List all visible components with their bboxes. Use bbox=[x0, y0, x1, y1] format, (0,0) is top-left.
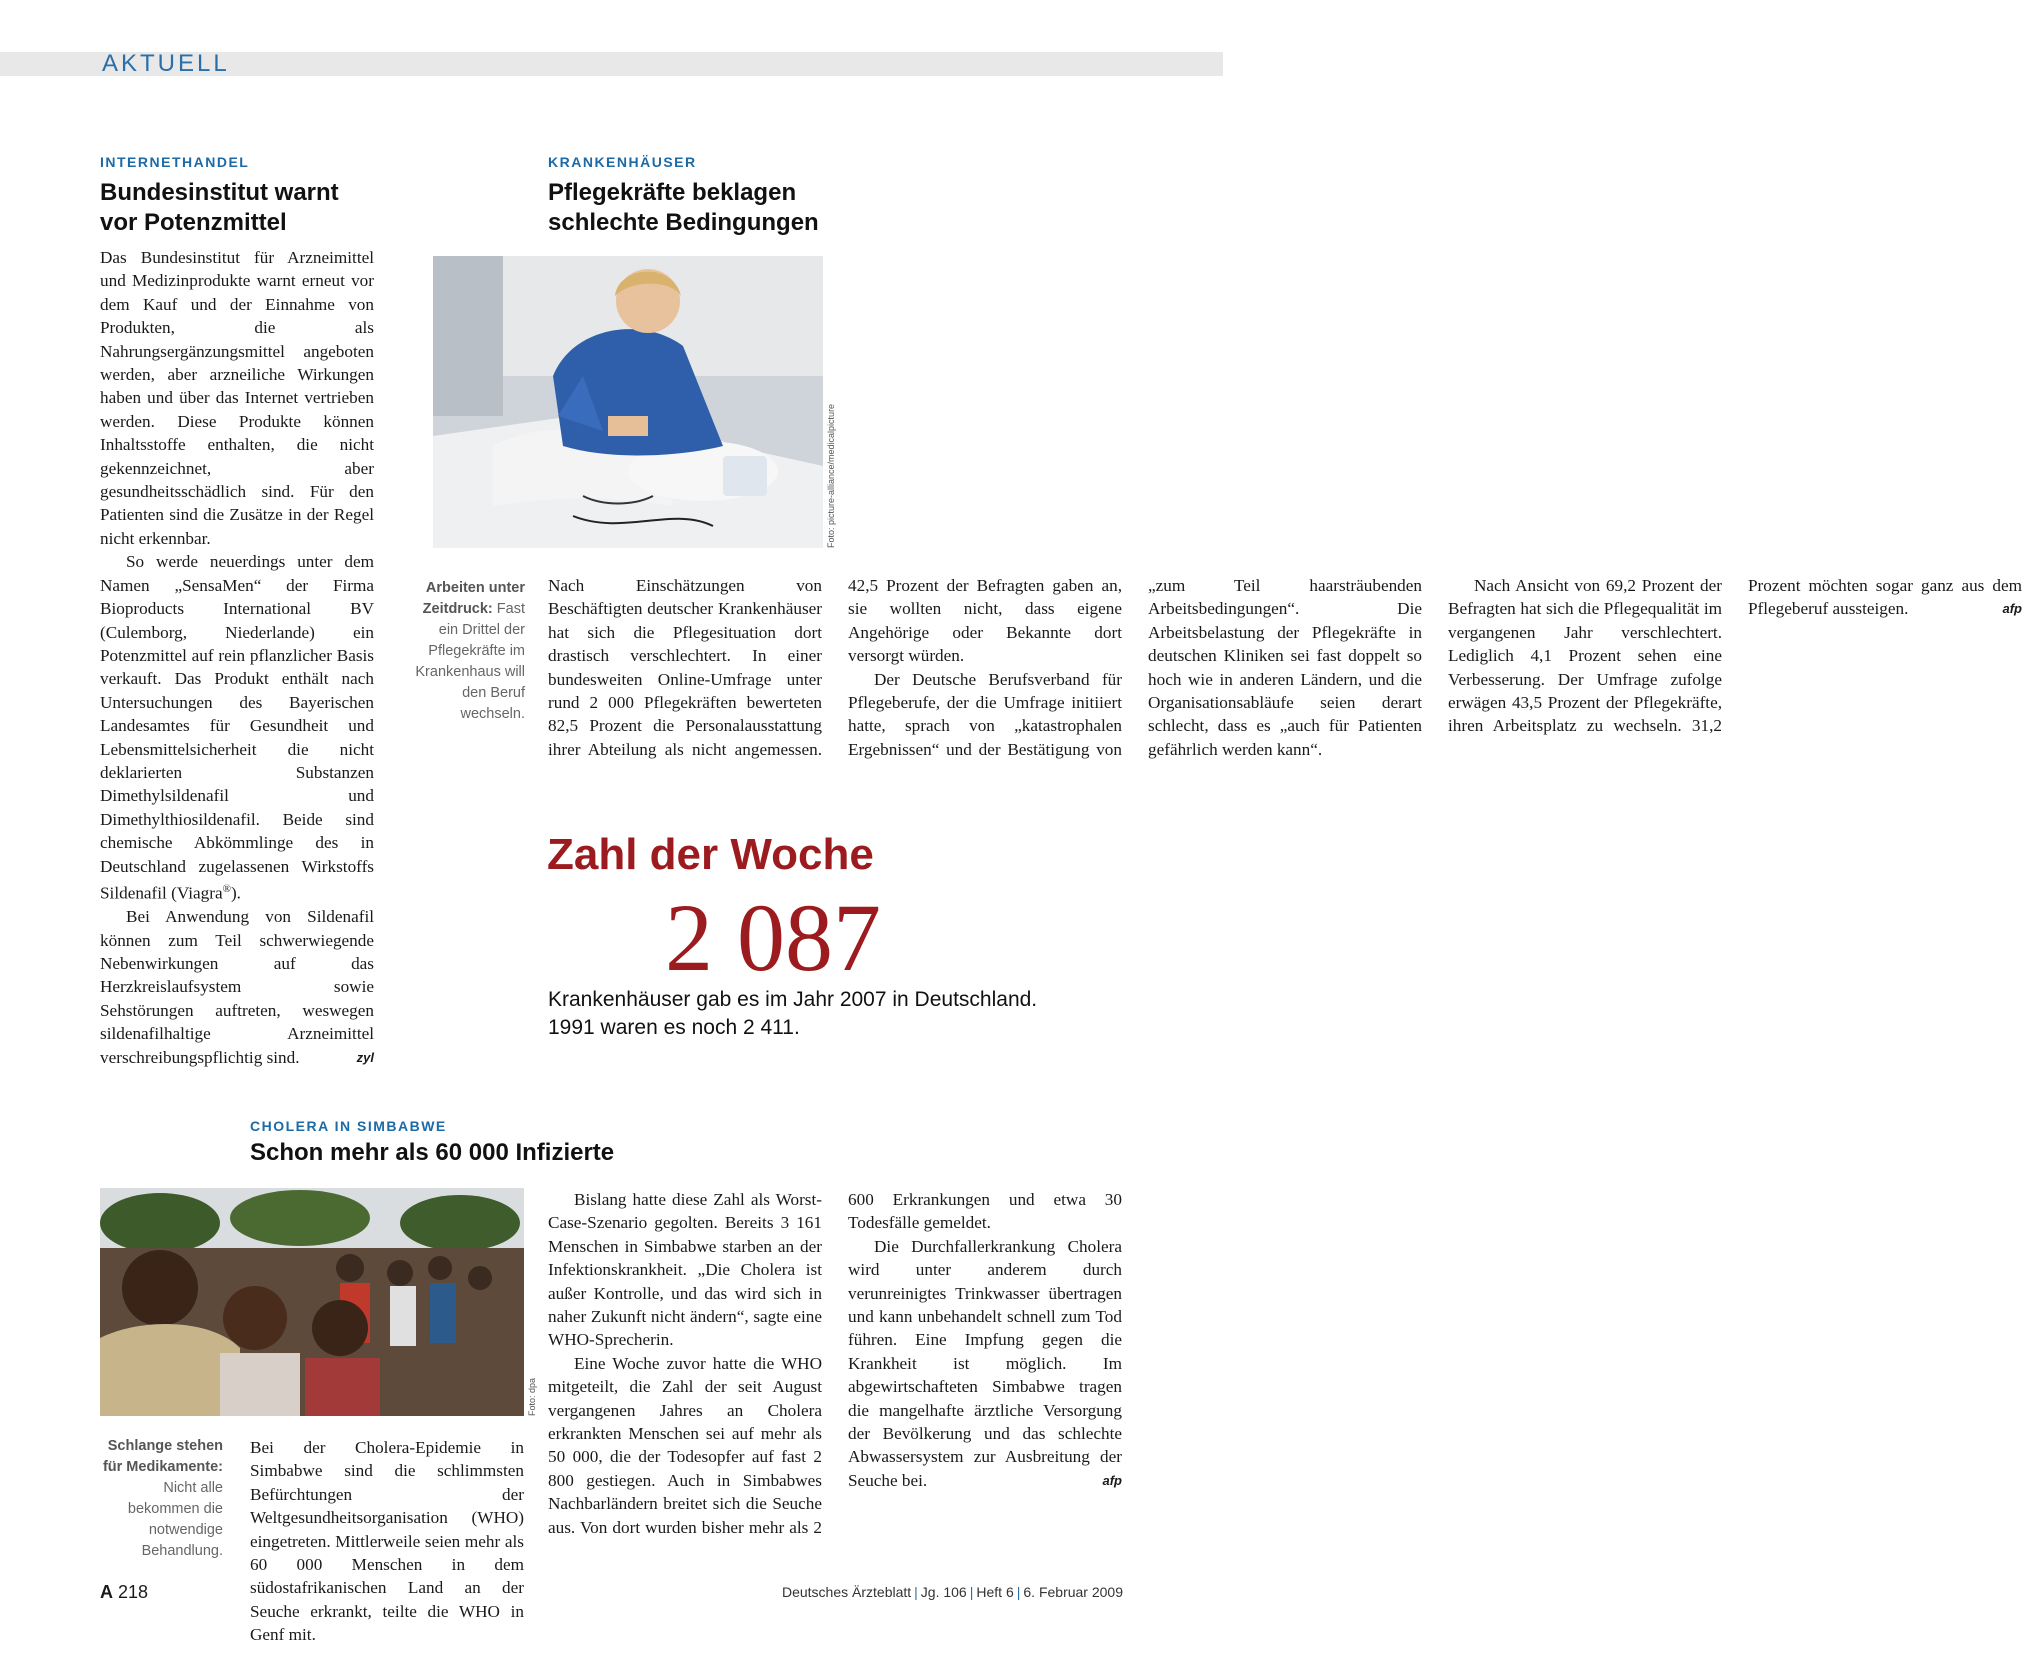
nurse-caption-bold: Arbeiten unter Zeitdruck: bbox=[422, 580, 525, 617]
article3-kicker: CHOLERA IN SIMBABWE bbox=[250, 1118, 447, 1134]
article1-paragraph-text: So werde neuerdings unter dem Namen „SensaMen“ der Firma Bioproducts International BV (Culemborg, Niederlande) ein Potenzmittel auf rein pflanzlicher Basis verkauft. Das Produkt enthält nach Untersuchungen des Bayerischen Landesamtes für Gesundheit und Lebensmittelsicherheit die nicht deklarierten Substanzen Dimethylsildenafil und Dimethylthiosildenafil. Beide sind chemische Abkömmlinge des in Deutschland zugelassenen Wirkstoffs Sildenafil (Viagra bbox=[100, 552, 374, 903]
article1-kicker: INTERNETHANDEL bbox=[100, 154, 250, 170]
cholera-caption-bold: Schlange stehen für Medikamente: bbox=[102, 1438, 223, 1475]
journal-info: Deutsches Ärzteblatt | Jg. 106 | Heft 6 | 6. Februar 2009 bbox=[781, 1584, 1123, 1600]
article2-paragraph-text: Nach Ansicht von 69,2 Prozent der Befragten hat sich die Pflegequalität im vergangenen Jahr verschlechtert. Lediglich 4,1 Prozent sehen eine Verbesserung. Der Umfrage zufolge erwägen 43,5 Prozent der Pflegekräfte, ihren Arbeitsplatz zu wechseln. 31,2 Prozent möchten sogar ganz aus dem Pflegeberuf aussteigen. bbox=[1448, 576, 2022, 736]
article3-paragraph: Eine Woche zuvor hatte die WHO mitgeteilt, die Zahl der seit August vergangenen Jahres an Cholera erkrankten Menschen sei auf mehr als 50 000, die der Todesopfer auf fast 2 800 gestiegen. Auch in Simbabwes Nachbarländern breitet sich die Seuche aus. Von dort wurden bisher mehr als 2 600 Erkrankungen und etwa 30 Todesfälle gemeldet. bbox=[548, 1190, 1122, 1537]
zahl-description bbox=[548, 986, 1037, 1042]
article3-body-col1 bbox=[250, 1436, 524, 1645]
article1-paragraph bbox=[100, 550, 374, 905]
zahl-number: 2 087 bbox=[665, 884, 881, 991]
page-prefix: A bbox=[100, 1582, 113, 1602]
article2-paragraph bbox=[1448, 574, 2022, 764]
cholera-photo-credit: Foto: dpa bbox=[527, 1377, 537, 1416]
article1-paragraph bbox=[100, 905, 374, 1069]
article2-signature: afp bbox=[2002, 601, 2022, 617]
nurse-photo bbox=[433, 256, 823, 548]
cholera-caption-text: Nicht alle bekommen die notwendige Behandlung. bbox=[127, 1480, 223, 1559]
cholera-photo bbox=[100, 1188, 524, 1416]
nurse-photo-credit: Foto: picture-alliance/medicalpicture bbox=[826, 403, 836, 548]
nurse-photo-illustration bbox=[433, 256, 823, 548]
nurse-caption bbox=[415, 578, 525, 725]
journal-date: 6. Februar 2009 bbox=[1023, 1584, 1123, 1600]
article1-body bbox=[100, 246, 374, 1069]
article2-paragraph: Der Deutsche Berufsverband für Pflegeberufe, der die Umfrage initiiert hatte, sprach von „katastrophalen Ergebnissen“ und der Bestätigung von „zum Teil haarsträubenden Arbeitsbedingungen“. Die Arbeitsbelastung der Pflegekräfte in deutschen Kliniken sei fast doppelt so hoch wie in anderen Ländern, und die Organisationsabläufe seien derart schlecht, dass es „auch für Patienten gefährlich werden kann“. bbox=[848, 576, 1422, 759]
article1-paragraph: Das Bundesinstitut für Arzneimittel und Medizinprodukte warnt erneut vor dem Kauf und der Einnahme von Produkten, die als Nahrungsergänzungsmittel angeboten werden, aber arzneiliche Wirkungen haben und über das Internet vertrieben werden. Diese Produkte können Inhaltsstoffe enthalten, die nicht gekennzeichnet, aber gesundheitsschädlich sind. Für den Patienten sind die Zusätze in der Regel nicht erkennbar. bbox=[100, 248, 374, 548]
cholera-caption bbox=[88, 1436, 223, 1562]
zahl-line-1: Krankenhäuser gab es im Jahr 2007 in Deutschland. bbox=[548, 988, 1038, 1011]
article3-body-cols bbox=[548, 1188, 1122, 1566]
article1-headline: Bundesinstitut warnt vor Potenzmittel bbox=[100, 179, 339, 236]
journal-volume: Jg. 106 bbox=[920, 1584, 967, 1600]
article1-signature: zyl bbox=[356, 1049, 374, 1065]
page-number-value: 218 bbox=[118, 1582, 149, 1602]
article3-paragraph-text: Die Durchfallerkrankung Cholera wird unter anderem durch verunreinigtes Trinkwasser übertragen und kann unbehandelt schnell zum Tod führen. Eine Impfung gegen die Krankheit ist möglich. Im abgewirtschafteten Simbabwe tragen die mangelhafte ärztliche Versorgung der Bevölkerung und das schlechte Abwassersystem zur Ausbreitung der Seuche bei. bbox=[848, 1236, 1122, 1490]
article3-paragraph: Bislang hatte diese Zahl als Worst-Case-Szenario gegolten. Bereits 3 161 Menschen in Simbabwe starben an der Infektionskrankheit. „Die Cholera ist außer Kontrolle, und das wird sich in naher Zukunft nicht ändern“, sagte eine WHO-Sprecherin. bbox=[548, 1190, 822, 1350]
zahl-line-2: 1991 waren es noch 2 411. bbox=[548, 1016, 800, 1039]
article1-paragraph-end: ). bbox=[230, 883, 241, 903]
article3-headline: Schon mehr als 60 000 Infizierte bbox=[250, 1139, 615, 1166]
cholera-photo-illustration bbox=[100, 1188, 524, 1416]
article3-paragraph bbox=[848, 1235, 1122, 1492]
zahl-title: Zahl der Woche bbox=[547, 830, 874, 879]
nurse-caption-text: Fast ein Drittel der Pflegekräfte im Krankenhaus will den Beruf wechseln. bbox=[415, 601, 525, 722]
registered-mark: ® bbox=[222, 882, 231, 895]
journal-issue: Heft 6 bbox=[976, 1584, 1014, 1600]
article2-paragraph: Nach Einschätzungen von Beschäftigten deutscher Krankenhäuser hat sich die Pflegesituation dort drastisch verschlechtert. In einer bundesweiten Online-Umfrage unter rund 2 000 Pflegekräften bewerteten 82,5 Prozent die Personalausstattung ihrer Abteilung als nicht angemessen. 42,5 Prozent der Befragten gaben an, sie wollten nicht, dass eigene Angehörige oder Bekannte dort versorgt würden. bbox=[548, 576, 1122, 759]
article1-paragraph-text: Bei Anwendung von Sildenafil können zum Teil schwerwiegende Nebenwirkungen auf das Herzkreislaufsystem sowie Sehstörungen auftreten, weswegen sildenafilhaltige Arzneimittel verschreibungspflichtig sind. bbox=[100, 907, 374, 1067]
article3-paragraph: Bei der Cholera-Epidemie in Simbabwe sind die schlimmsten Befürchtungen der Weltgesundheitsorganisation (WHO) eingetreten. Mittlerweile seien mehr als 60 000 Menschen in dem südostafrikanischen Land an der Seuche erkrankt, teilte die WHO in Genf mit. bbox=[250, 1438, 524, 1645]
article2-body-lower bbox=[548, 574, 2022, 764]
article2-kicker: KRANKENHÄUSER bbox=[548, 154, 697, 170]
article2-headline: Pflegekräfte beklagen schlechte Bedingungen bbox=[548, 179, 819, 236]
article3-signature: afp bbox=[1102, 1472, 1122, 1488]
section-label: AKTUELL bbox=[102, 50, 230, 77]
page-number bbox=[100, 1582, 148, 1603]
journal-name: Deutsches Ärzteblatt bbox=[781, 1584, 912, 1600]
